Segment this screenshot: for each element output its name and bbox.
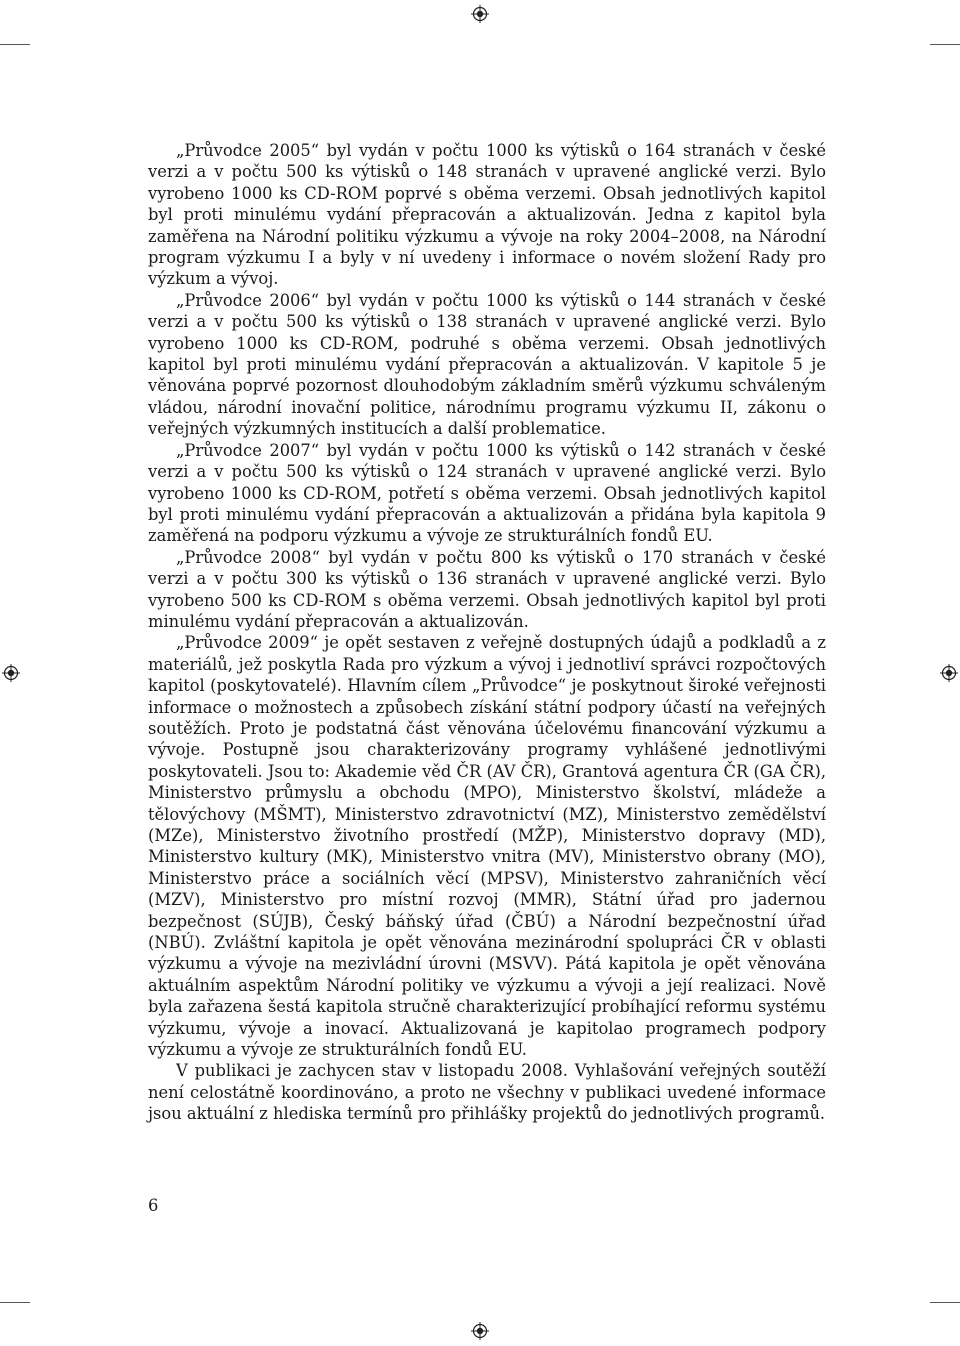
crop-mark-bottom-left (0, 1302, 30, 1303)
registration-mark-left-icon (2, 664, 20, 682)
paragraph-pruvodce-2006: „Průvodce 2006“ byl vydán v počtu 1000 ks výtisků o 144 stranách v české verzi a v počtu 500 ks výtisků o 138 stranách v upravené anglické verzi. Bylo vyrobeno 1000 ks CD-ROM, podruhé s oběma verzemi. Obsah jednotlivých kapitol byl proti minulému vydání přepracován a aktualizován. V kapitole 5 je věnována poprvé pozornost dlouhodobým základním směrů výzkumu schváleným vládou, národní inovační politice, národnímu programu výzkumu II, zákonu o veřejných výzkumných institucích a další problematice. (148, 290, 826, 439)
paragraph-publication-state: V publikaci je zachycen stav v listopadu 2008. Vyhlašování veřejných soutěží není celostátně koordinováno, a proto ne všechny v publikaci uvedené informace jsou aktuální z hlediska termínů pro přihlášky projektů do jednotlivých programů. (148, 1061, 826, 1124)
registration-mark-top-icon (471, 5, 489, 23)
page-number: 6 (148, 1196, 159, 1215)
paragraph-pruvodce-2008: „Průvodce 2008“ byl vydán v počtu 800 ks výtisků o 170 stranách v české verzi a v počtu 300 ks výtisků o 136 stranách v upravené anglické verzi. Bylo vyrobeno 500 ks CD-ROM s oběma verzemi. Obsah jednotlivých kapitol byl proti minulému vydání přepracován a aktualizován. (148, 547, 826, 631)
paragraph-pruvodce-2009: „Průvodce 2009“ je opět sestaven z veřejně dostupných údajů a podkladů a z materiálů, jež poskytla Rada pro výzkum a vývoj i jednotliví správci rozpočtových kapitol (poskytovatelé). Hlavním cílem „Průvodce“ je poskytnout široké veřejnosti informace o možnostech a způsobech získání státní podpory účastí na veřejných soutěžích. Proto je podstatná část věnována účelovému financování výzkumu a vývoje. Postupně jsou charakterizovány programy vyhlášené jednotlivými poskytovateli. Jsou to: Akademie věd ČR (AV ČR), Grantová agentura ČR (GA ČR), Ministerstvo průmyslu a obchodu (MPO), Ministerstvo školství, mládeže a tělovýchovy (MŠMT), Ministerstvo zdravotnictví (MZ), Ministerstvo zemědělství (MZe), Ministerstvo životního prostředí (MŽP), Ministerstvo dopravy (MD), Ministerstvo kultury (MK), Ministerstvo vnitra (MV), Ministerstvo obrany (MO), Ministerstvo práce a sociálních věcí (MPSV), Ministerstvo zahraničních věcí (MZV), Ministerstvo pro místní rozvoj (MMR), Státní úřad pro jadernou bezpečnost (SÚJB), Český báňský úřad (ČBÚ) a Národní bezpečnostní úřad (NBÚ). Zvláštní kapitola je opět věnována mezinárodní spolupráci ČR v oblasti výzkumu a vývoje na mezivládní úrovni (MSVV). Pátá kapitola je opět věnována aktuálním aspektům Národní politiky ve výzkumu a vývoji a její realizaci. Nově byla zařazena šestá kapitola stručně charakterizující probíhající reformu systému výzkumu, vývoje a inovací. Aktualizovaná je kapitolao programech podpory výzkumu a vývoje ze strukturálních fondů EU. (148, 633, 826, 1060)
paragraph-pruvodce-2007: „Průvodce 2007“ byl vydán v počtu 1000 ks výtisků o 142 stranách v české verzi a v počtu 500 ks výtisků o 124 stranách v upravené anglické verzi. Bylo vyrobeno 1000 ks CD-ROM, potřetí s oběma verzemi. Obsah jednotlivých kapitol byl proti minulému vydání přepracován a aktualizován a přidána byla kapitola 9 zaměřená na podporu výzkumu a vývoje ze strukturálních fondů EU. (148, 440, 826, 546)
body-text (148, 140, 826, 1125)
crop-mark-top-left (0, 44, 30, 45)
registration-mark-right-icon (940, 664, 958, 682)
registration-mark-bottom-icon (471, 1322, 489, 1340)
crop-mark-top-right (930, 44, 960, 45)
paragraph-pruvodce-2005: „Průvodce 2005“ byl vydán v počtu 1000 ks výtisků o 164 stranách v české verzi a v počtu 500 ks výtisků o 148 stranách v upravené anglické verzi. Bylo vyrobeno 1000 ks CD-ROM poprvé s oběma verzemi. Obsah jednotlivých kapitol byl proti minulému vydání přepracován a aktualizován. Jedna z kapitol byla zaměřena na Národní politiku výzkumu a vývoje na roky 2004–2008, na Národní program výzkumu I a byly v ní uvedeny i informace o novém složení Rady pro výzkum a vývoj. (148, 141, 826, 289)
crop-mark-bottom-right (930, 1302, 960, 1303)
